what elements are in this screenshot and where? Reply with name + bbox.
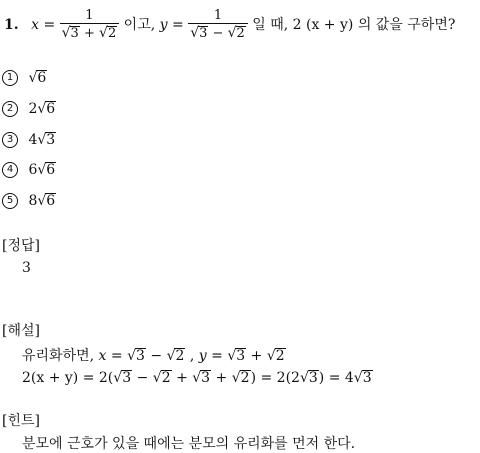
choice-3[interactable]: 3 4√3 bbox=[2, 132, 56, 148]
answer-label: [정답] bbox=[2, 238, 40, 254]
hint-text: 분모에 근호가 있을 때에는 분모의 유리화를 먼저 한다. bbox=[22, 436, 356, 452]
fraction-y-numerator: 1 bbox=[213, 8, 223, 23]
fraction-x bbox=[60, 9, 120, 41]
question-line bbox=[4, 9, 455, 41]
choice-marker-5: 5 bbox=[2, 193, 18, 209]
text-tail: 의 값을 구하면? bbox=[357, 16, 456, 33]
choice-1-sqrt: √6 bbox=[28, 70, 47, 86]
question-number: 1. bbox=[4, 16, 19, 33]
choice-4[interactable]: 4 6√6 bbox=[2, 162, 56, 178]
choice-3-sqrt: √3 bbox=[37, 132, 56, 148]
sqrt-2: √2 bbox=[99, 24, 117, 41]
sqrt-3: √3 bbox=[61, 24, 79, 41]
text-ilttae: 일 때, bbox=[252, 16, 289, 33]
sqrt-3b: √3 bbox=[190, 24, 208, 41]
text-igo: 이고, bbox=[123, 16, 156, 33]
sqrt-2b: √2 bbox=[227, 24, 245, 41]
choice-2[interactable]: 2 2√6 bbox=[2, 101, 56, 117]
choice-5[interactable]: 5 8√6 bbox=[2, 193, 56, 209]
expr-2xy: 2 (x + y) bbox=[292, 16, 354, 33]
explanation-label: [해설] bbox=[2, 323, 40, 339]
explanation-line-2: 2(x + y) = 2(√3 − √2 + √3 + √2) = 2(2√3) = 4√3 bbox=[22, 370, 372, 386]
choice-marker-4: 4 bbox=[2, 162, 18, 178]
choice-marker-1: 1 bbox=[2, 70, 18, 86]
fraction-y-denominator bbox=[188, 23, 248, 41]
choice-4-sqrt: √6 bbox=[37, 162, 56, 178]
answer-value: 3 bbox=[22, 260, 31, 276]
fraction-y bbox=[188, 9, 248, 41]
choice-2-sqrt: √6 bbox=[37, 101, 56, 117]
hint-label: [힌트] bbox=[2, 413, 40, 429]
var-y: y bbox=[159, 16, 168, 33]
fraction-x-denominator bbox=[60, 23, 120, 41]
fraction-x-numerator: 1 bbox=[85, 8, 94, 23]
choice-marker-2: 2 bbox=[2, 101, 18, 117]
explanation-line-1: 유리화하면, x = √3 − √2 , y = √3 + √2 bbox=[22, 348, 285, 364]
choice-1[interactable] bbox=[2, 70, 47, 86]
minus-sign: − bbox=[212, 25, 224, 41]
equals-sign-2: = bbox=[172, 16, 184, 33]
choice-marker-3: 3 bbox=[2, 132, 18, 148]
equals-sign: = bbox=[43, 16, 56, 33]
choice-5-sqrt: √6 bbox=[37, 193, 56, 209]
plus-sign: + bbox=[83, 25, 95, 41]
var-x: x bbox=[31, 16, 39, 33]
